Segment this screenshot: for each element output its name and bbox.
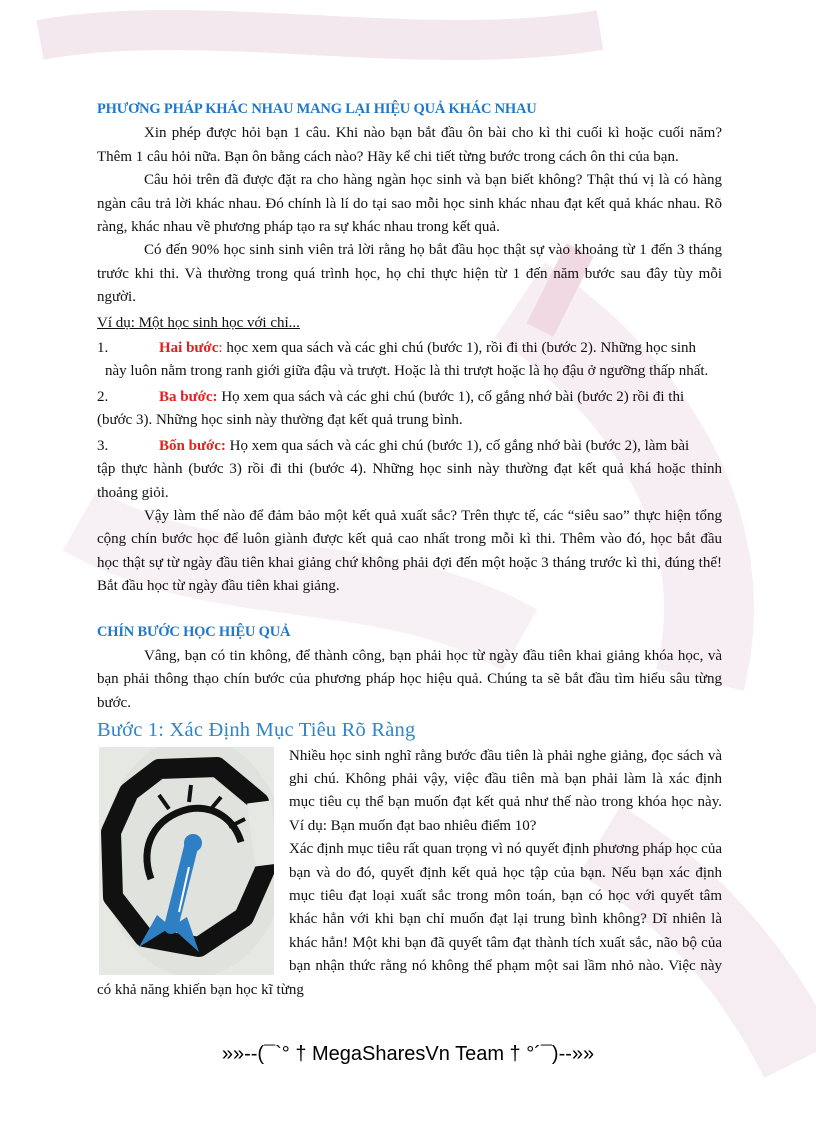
list-text: học xem qua sách và các ghi chú (bước 1), rồi đi thi (bước 2). Những học sinh: [222, 340, 697, 357]
document-body: [97, 98, 722, 1002]
paragraph: Xin phép được hỏi bạn 1 câu. Khi nào bạn bắt đầu ôn bài cho kì thi cuối kì hoặc cuối năm? Thêm 1 câu hỏi nữa. Bạn ôn bằng cách nào? Hãy kể chi tiết từng bước trong cách ôn thi của bạn.: [97, 125, 722, 165]
paragraph: Câu hỏi trên đã được đặt ra cho hàng ngàn học sinh và bạn biết không? Thật thú vị là có hàng ngàn câu trả lời khác nhau. Đó chính là lí do tại sao mỗi học sinh khác nhau đạt kết quả khác nhau. Rõ ràng, khác nhau về phương pháp tạo ra sự khác nhau trong kết quả.: [97, 172, 722, 236]
section-heading-methods: PHƯƠNG PHÁP KHÁC NHAU MANG LẠI HIỆU QUẢ KHÁC NHAU: [97, 101, 537, 117]
list-text-continued: (bước 3). Những học sinh này thường đạt kết quả trung bình.: [97, 412, 463, 429]
step-label-sep: :: [218, 340, 223, 357]
paragraph: Vậy làm thế nào để đảm bảo một kết quả xuất sắc? Trên thực tế, các “siêu sao” thực hiện tổng cộng chín bước học để luôn giành được kết quả cao nhất trong mỗi kì thi. Thêm vào đó, học bắt đầu học thật sự từ ngày đầu tiên khai giảng chứ không phải đợi đến một hoặc 3 tháng trước kì thi, đúng thế! Bắt đầu học từ ngày đầu tiên khai giảng.: [97, 507, 722, 595]
list-text-continued: tập thực hành (bước 3) rồi đi thi (bước 4). Những học sinh này thường đạt kết quả khá hoặc thỉnh thoảng giỏi.: [97, 461, 722, 501]
step-label: Bốn bước:: [159, 437, 226, 454]
list-number: 1.: [97, 340, 109, 357]
list-number: 3.: [97, 437, 109, 454]
list-item: [97, 435, 722, 505]
list-text: Họ xem qua sách và các ghi chú (bước 1), cố gắng nhớ bài (bước 2), làm bài: [225, 437, 690, 454]
footer-credit: »»--(¯`° † MegaSharesVn Team † °´¯)--»»: [221, 1043, 595, 1065]
list-item: [97, 386, 722, 433]
list-number: 2.: [97, 388, 109, 405]
target-icon: [99, 747, 274, 975]
step-1-lead-line: [97, 745, 722, 1002]
step-1-content: [97, 745, 722, 1002]
paragraph: Có đến 90% học sinh sinh viên trả lời rằng họ bắt đầu học thật sự vào khoảng từ 1 đến 3 tháng trước khi thi. Và thường trong quá trình học, họ chỉ thực hiện từ 1 đến năm bước sau đây tùy mỗi người.: [97, 242, 722, 306]
paragraph: Vâng, bạn có tin không, để thành công, bạn phải học từ ngày đầu tiên khai giảng khóa học, và bạn phải thông thạo chín bước của phương pháp học hiệu quả. Chúng ta sẽ bắt đầu tìm hiểu sâu từng bước.: [97, 647, 722, 711]
step-label: Ba bước:: [159, 388, 218, 405]
list-text-continued: này luôn nằm trong ranh giới giữa đậu và trượt. Hoặc là thi trượt hoặc là họ đậu ở ngưỡng thấp nhất.: [105, 363, 709, 380]
section-heading-nine-steps: CHÍN BƯỚC HỌC HIỆU QUẢ: [97, 623, 291, 640]
list-text: Họ xem qua sách và các ghi chú (bước 1), cố gắng nhớ bài (bước 2) rồi đi thi: [217, 388, 685, 405]
step-label: Hai bước: [159, 340, 219, 357]
step-1-paragraph: Xác định mục tiêu rất quan trọng vì nó quyết định phương pháp học của bạn và do đó, quyết định kết quả học tập của bạn. Nếu bạn xác định mục tiêu đạt loại xuất sắc trong môn toán, bạn có học với quyết tâm khác hẳn với khi bạn chỉ muốn đạt lại trung bình không? Dĩ nhiên là khác hẳn! Một khi bạn đã quyết tâm đạt thành tích xuất sắc, não bộ của bạn nhận thức rằng nó không thể phạm một sai lầm nhỏ nào. Việc này có khả năng khiến bạn học kĩ từng: [97, 841, 722, 998]
example-label: Ví dụ: Một học sinh học với chỉ...: [97, 314, 300, 331]
step-1-heading: Bước 1: Xác Định Mục Tiêu Rõ Ràng: [97, 719, 416, 742]
target-arrow-image: [99, 747, 274, 975]
list-item: [97, 337, 722, 384]
step-1-lead-text: Nhiều học sinh nghĩ rằng bước đầu tiên là phải nghe giảng, đọc sách và ghi chú. Không phải vậy, việc đầu tiên mà bạn phải làm là xác định mục tiêu cụ thể bạn muốn đạt kết quả như thế nào trong khóa học này. Ví dụ: Bạn muốn đạt bao nhiêu điểm 10?: [289, 747, 722, 834]
